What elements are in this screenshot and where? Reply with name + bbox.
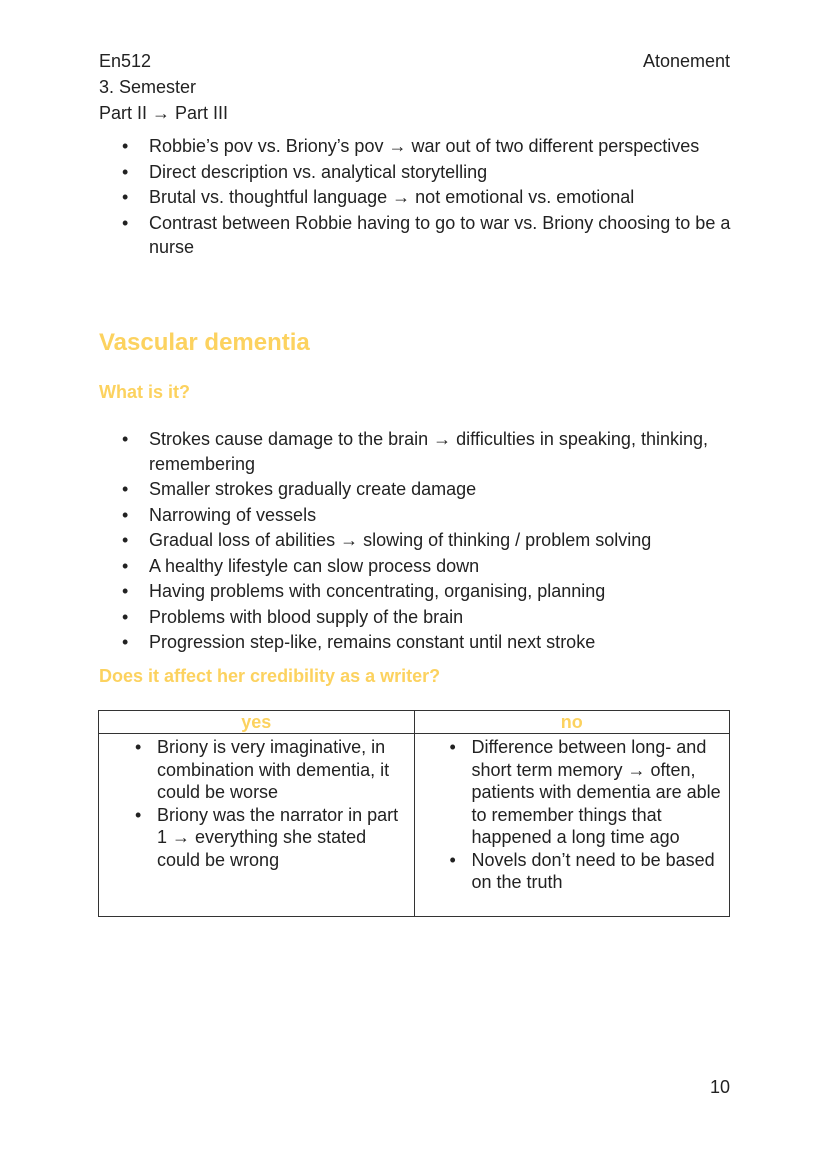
list-item: • Robbie’s pov vs. Briony’s pov → war out of two different perspectives [99,134,739,159]
list-item: • Contrast between Robbie having to go to war vs. Briony choosing to be a nurse [99,211,739,260]
table-header-row [99,711,730,734]
no-column-header: no [414,711,730,734]
section-heading: Vascular dementia [99,329,310,356]
header-left [99,48,228,126]
dementia-facts-list [99,427,739,656]
subheading-what-is-it: What is it? [99,382,190,402]
list-item: • Direct description vs. analytical storytelling [99,160,739,185]
list-item: • Problems with blood supply of the brain [99,605,739,630]
list-item: • Narrowing of vessels [99,503,739,528]
table-row [99,734,730,917]
course-code: En512 [99,51,152,71]
comparison-list [99,134,739,261]
page-number: 10 [709,1077,730,1097]
list-item: • Progression step-like, remains constant until next stroke [99,630,739,655]
list-item: • A healthy lifestyle can slow process down [99,554,739,579]
book-title: Atonement [642,51,730,71]
list-item: • Novels don’t need to be based on the truth [472,849,726,894]
semester: 3. Semester [99,77,197,97]
parts-label: Part II → Part III [99,103,229,123]
subheading-credibility: Does it affect her credibility as a writer? [99,666,441,686]
yes-column-header: yes [99,711,415,734]
list-item: • Difference between long- and short term memory → often, patients with dementia are able to remember things that happened a long time ago [472,736,726,849]
list-item: • Briony is very imaginative, in combination with dementia, it could be worse [157,736,410,804]
yes-cell [99,734,415,917]
no-cell [414,734,730,917]
list-item: • Briony was the narrator in part 1 → everything she stated could be wrong [157,804,410,872]
list-item: • Strokes cause damage to the brain → difficulties in speaking, thinking, remembering [99,427,739,476]
list-item: • Smaller strokes gradually create damage [99,477,739,502]
list-item: • Gradual loss of abilities → slowing of thinking / problem solving [99,528,739,553]
list-item: • Having problems with concentrating, organising, planning [99,579,739,604]
list-item: • Brutal vs. thoughtful language → not emotional vs. emotional [99,185,739,210]
credibility-table [98,710,730,917]
